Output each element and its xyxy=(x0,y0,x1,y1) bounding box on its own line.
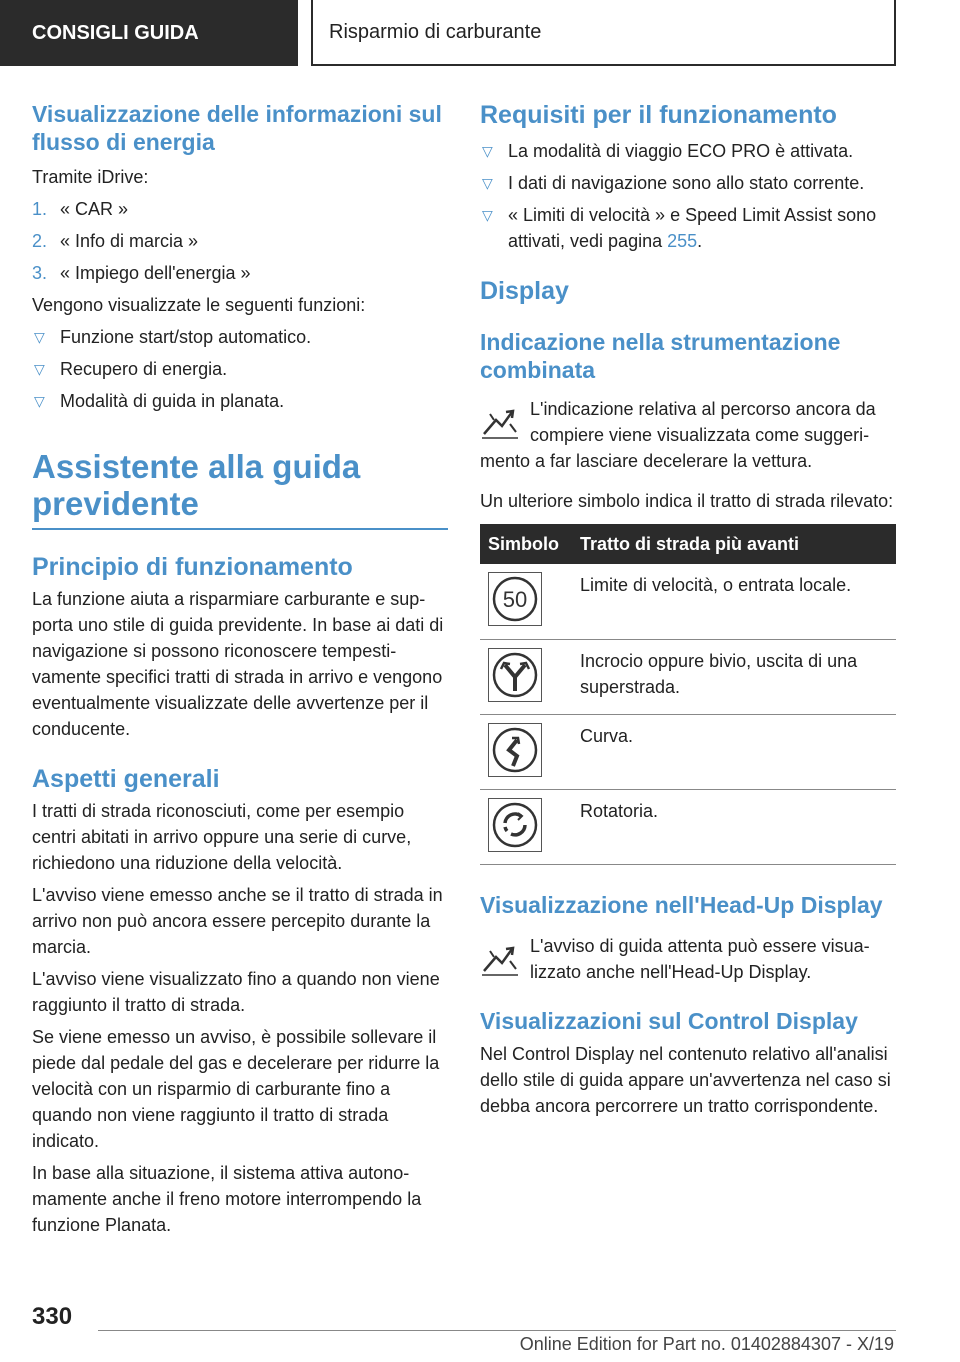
principle-text: La funzione aiuta a risparmiare carburante e supporta uno stile di guida previdente. In base ai dati di navigazione si possono riconoscere tempestivamente specifici tratti di strada in arrivo e vengono eventualmente visualizzate delle avvertenze per il conducente. xyxy=(32,589,444,739)
control-display-text: Nel Control Display nel contenuto relativo all'analisi dello stile di guida appare un'avvertenza nel caso si debba ancora percorrere un tratto corrispondente. xyxy=(480,1043,891,1116)
symbol-table xyxy=(480,524,896,865)
assistant-title: Assistente alla guida previdente xyxy=(32,448,448,530)
hud-heading: Visualizzazione nell'Head-Up Display xyxy=(480,891,883,918)
table-header xyxy=(480,524,896,564)
general-paragraph: Se viene emesso un avviso, è possibile sollevare il piede dal pedale del gas e decelerare per ridurre la velocità con un risparmio di carburante fino a quando non viene raggiunto il tratto di strada indicato. xyxy=(32,1027,440,1151)
junction-icon xyxy=(488,648,542,702)
roundabout-icon xyxy=(488,798,542,852)
list-item: 1. « CAR » xyxy=(32,199,129,219)
idrive-steps xyxy=(32,196,448,286)
right-column xyxy=(480,100,896,1119)
column-header-section: Tratto di strada più avanti xyxy=(572,524,896,564)
hud-block: L'avviso di guida attenta può essere visualizzato anche nell'Head-Up Display. xyxy=(480,933,896,985)
list-item: ▽ Recupero di energia. xyxy=(32,356,448,382)
list-item: ▽ La modalità di viaggio ECO PRO è attivata. xyxy=(480,138,896,164)
display-heading: Display xyxy=(480,277,569,305)
bullet-triangle-icon: ▽ xyxy=(482,175,493,191)
list-item: 3. « Impiego dell'energia » xyxy=(32,263,251,283)
requirements-list xyxy=(480,138,896,254)
section-description: Curva. xyxy=(572,714,896,789)
curve-icon xyxy=(488,723,542,777)
page-header xyxy=(0,0,960,66)
section-description: Limite di velocità, o entrata locale. xyxy=(572,564,896,639)
energy-flow-after: Vengono visualizzate le seguenti funzioni: xyxy=(32,295,366,315)
section-description: Rotatoria. xyxy=(572,789,896,864)
footer-divider xyxy=(98,1330,896,1331)
list-item: ▽ Modalità di guida in planata. xyxy=(32,388,448,414)
bullet-triangle-icon: ▽ xyxy=(482,207,493,223)
general-heading: Aspetti generali xyxy=(32,765,220,793)
table-row xyxy=(480,564,896,639)
cluster-heading: Indicazione nella strumentazione combinata xyxy=(480,329,841,383)
list-item: 2. « Info di marcia » xyxy=(32,231,199,251)
energy-flow-heading: Visualizzazione delle informazioni sul flusso di energia xyxy=(32,101,442,155)
requirements-heading: Requisiti per il funzionamento xyxy=(480,101,837,129)
functions-list xyxy=(32,324,448,414)
bullet-triangle-icon: ▽ xyxy=(34,393,45,409)
speed-limit-50-icon xyxy=(488,572,542,626)
column-header-symbol: Simbolo xyxy=(480,524,572,564)
bullet-triangle-icon: ▽ xyxy=(34,329,45,345)
control-display-heading: Visualizzazioni sul Control Display xyxy=(480,1007,858,1034)
principle-heading: Principio di funzionamento xyxy=(32,553,353,581)
table-row xyxy=(480,639,896,714)
page-number: 330 xyxy=(32,1303,73,1330)
list-item: ▽ I dati di navigazione sono allo stato corrente. xyxy=(480,170,896,196)
table-row xyxy=(480,714,896,789)
attentive-driving-icon xyxy=(480,402,520,442)
left-column xyxy=(32,100,448,1238)
attentive-driving-icon xyxy=(480,939,520,979)
list-item: ▽ Funzione start/stop automatico. xyxy=(32,324,448,350)
section-description: Incrocio oppure bivio, uscita di una superstrada. xyxy=(572,639,896,714)
bullet-triangle-icon: ▽ xyxy=(482,143,493,159)
page-reference-link[interactable]: 255 xyxy=(667,231,698,251)
energy-flow-intro: Tramite iDrive: xyxy=(32,167,149,187)
general-paragraph: L'avviso viene emesso anche se il tratto di strada in arrivo non può ancora essere percepito durante la marcia. xyxy=(32,885,443,957)
list-item: ▽ « Limiti di velocità » e Speed Limit Assist sono attivati, vedi pagina 255. xyxy=(480,202,896,254)
cluster-block: L'indicazione relativa al percorso ancora da compiere viene visualizzata come suggerimento a far lasciare decelerare la vettura. xyxy=(480,399,876,471)
section-tab: CONSIGLI GUIDA xyxy=(0,0,298,66)
general-paragraph: In base alla situazione, il sistema attiva autonomamente anche il freno motore interrompendo la funzione Planata. xyxy=(32,1163,422,1235)
symbol-intro: Un ulteriore simbolo indica il tratto di strada rilevato: xyxy=(480,491,894,511)
general-paragraph: L'avviso viene visualizzato fino a quando non viene raggiunto il tratto di strada. xyxy=(32,969,440,1015)
bullet-triangle-icon: ▽ xyxy=(34,361,45,377)
edition-note: Online Edition for Part no. 01402884307 - X/19 xyxy=(519,1334,894,1354)
svg-text:50: 50 xyxy=(502,587,528,612)
table-row xyxy=(480,789,896,864)
chapter-title: Risparmio di carburante xyxy=(311,0,896,66)
general-paragraph: I tratti di strada riconosciuti, come per esempio centri abitati in arrivo oppure una serie di curve, richiedono una riduzione della velocità. xyxy=(32,801,412,873)
